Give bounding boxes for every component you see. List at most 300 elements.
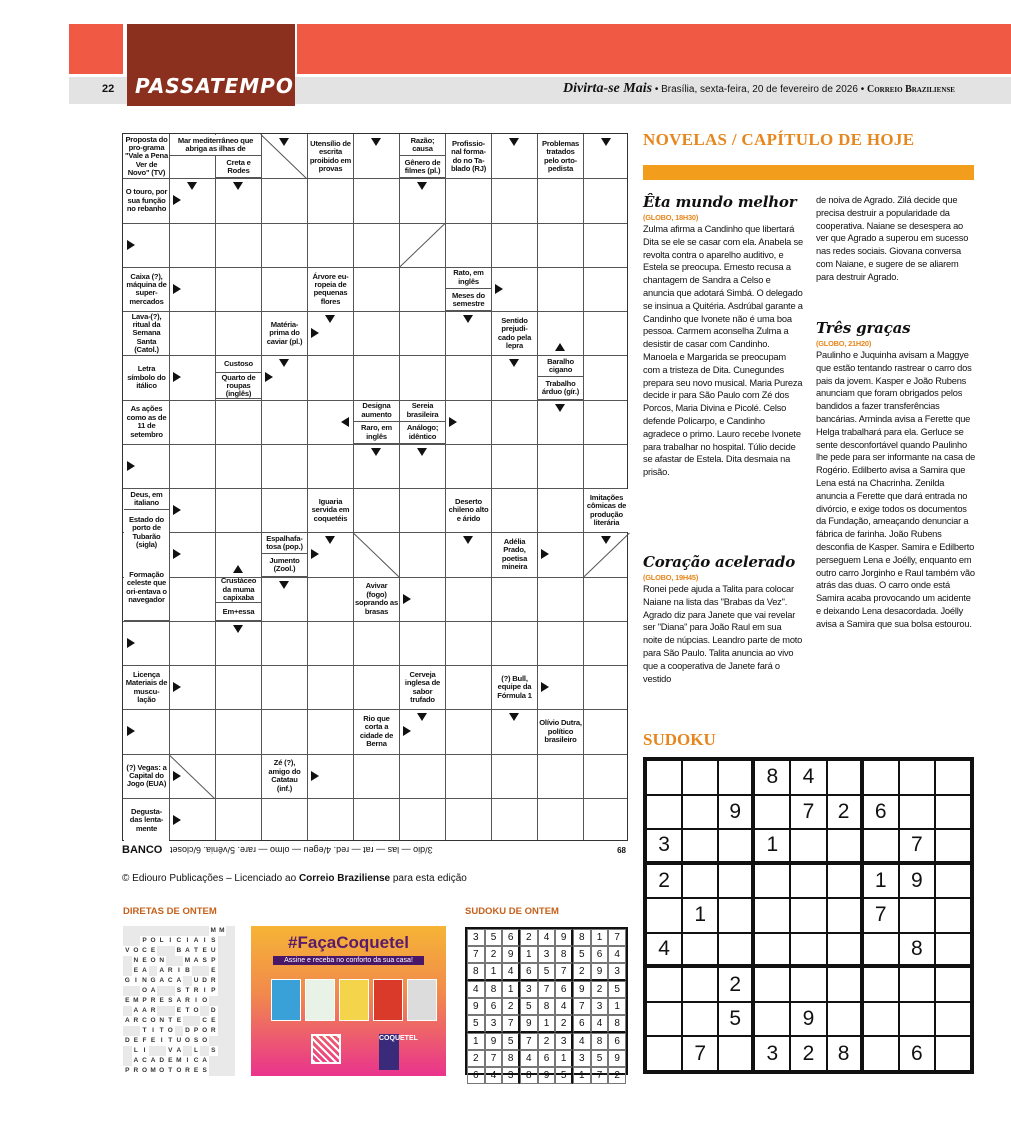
sudoku-cell: 1 — [520, 946, 538, 963]
sudoku-cell[interactable] — [682, 795, 718, 830]
diretas-cell: I — [157, 1036, 166, 1046]
sudoku-cell[interactable]: 6 — [899, 1036, 935, 1071]
crossword-clue: Lava-(?), ritual da Semana Santa (Catol.) — [124, 312, 169, 355]
arrow-down-icon — [279, 138, 289, 146]
diretas-cell: R — [193, 987, 199, 994]
sudoku-cell: 6 — [467, 1067, 485, 1084]
diretas-cell: I — [183, 1056, 192, 1066]
sudoku-cell: 5 — [591, 1050, 609, 1067]
sudoku-cell[interactable] — [899, 1002, 935, 1037]
diagonal-divider — [352, 532, 399, 577]
diretas-cell — [226, 936, 235, 946]
arrow-right-icon — [173, 505, 181, 515]
diretas-cell — [132, 1026, 141, 1036]
sudoku-cell[interactable] — [754, 795, 790, 830]
sudoku-cell: 1 — [608, 998, 626, 1015]
banco-text: 3/dio — las — rat — red. 4/egeu — olmo — rare. 5/vênia. 6/closet — [170, 845, 433, 855]
sudoku-cell[interactable] — [682, 760, 718, 795]
crossword-clue: Formação celeste que ori-entava o navegador — [124, 555, 169, 620]
sudoku-cell[interactable] — [790, 933, 826, 968]
diretas-cell: E — [166, 1056, 175, 1066]
grid-line — [123, 267, 627, 268]
diretas-cell: L — [132, 1046, 141, 1056]
sudoku-cell: 8 — [520, 1067, 538, 1084]
sudoku-cell: 4 — [520, 1050, 538, 1067]
bullet-icon: • — [654, 84, 662, 95]
arrow-down-icon — [325, 315, 335, 323]
sudoku-cell[interactable]: 5 — [718, 1002, 754, 1037]
sudoku-cell[interactable] — [935, 1002, 971, 1037]
diretas-row — [123, 926, 235, 936]
sudoku-cell[interactable] — [935, 760, 971, 795]
diretas-cell — [123, 966, 132, 976]
novela-title: Três graças — [816, 319, 911, 337]
sudoku-cell[interactable] — [827, 967, 863, 1002]
diretas-cell — [175, 956, 184, 966]
diretas-cell: C — [193, 1057, 199, 1064]
diretas-cell — [218, 1026, 227, 1036]
arrow-right-icon — [173, 284, 181, 294]
arrow-right-icon — [173, 549, 181, 559]
sudoku-cell: 1 — [467, 1033, 485, 1050]
diretas-cell — [226, 926, 235, 936]
diretas-cell: A — [176, 997, 182, 1004]
sudoku-cell[interactable] — [682, 829, 718, 864]
grid-line — [399, 134, 400, 840]
diretas-cell — [226, 1006, 235, 1016]
sudoku-ontem-grid — [465, 927, 628, 1081]
sudoku-cell[interactable] — [646, 760, 682, 795]
sudoku-cell[interactable] — [754, 898, 790, 933]
sudoku-cell[interactable] — [863, 1002, 899, 1037]
diretas-cell: U — [176, 1037, 182, 1044]
diretas-cell: L — [192, 1046, 201, 1056]
arrow-right-icon — [173, 372, 181, 382]
sudoku-cell[interactable]: 7 — [899, 829, 935, 864]
sudoku-cell[interactable] — [899, 967, 935, 1002]
diretas-cell — [218, 996, 227, 1006]
crossword-clue: (?) Vegas: a Capital do Jogo (EUA) — [124, 755, 169, 798]
crossword-clue: Caixa (?), máquina de super-mercados — [124, 268, 169, 311]
sudoku-cell[interactable]: 2 — [827, 795, 863, 830]
diagonal-divider — [399, 223, 446, 268]
diretas-cell: C — [142, 1057, 147, 1064]
diretas-cell: M — [150, 1067, 156, 1074]
diretas-cell: S — [200, 956, 209, 966]
sudoku-cell: 6 — [502, 929, 520, 946]
sudoku-cell[interactable]: 9 — [790, 1002, 826, 1037]
diretas-cell: M — [184, 957, 191, 964]
diretas-cell: A — [176, 977, 182, 984]
arrow-down-icon — [279, 581, 289, 589]
sudoku-cell: 9 — [591, 963, 609, 981]
diretas-cell: E — [123, 996, 132, 1006]
diretas-cell: E — [132, 966, 141, 976]
sudoku-cell[interactable]: 1 — [863, 864, 899, 899]
diretas-cell — [140, 926, 149, 936]
diretas-cell: O — [141, 987, 148, 994]
diretas-cell: N — [159, 957, 165, 964]
diretas-cell: A — [159, 967, 165, 974]
diretas-cell: E — [175, 1016, 184, 1026]
sudoku-cell[interactable]: 7 — [682, 1036, 718, 1071]
sudoku-cell[interactable] — [646, 1036, 682, 1071]
sudoku-cell[interactable]: 3 — [754, 1036, 790, 1071]
sudoku-cell[interactable]: 4 — [790, 760, 826, 795]
arrow-right-icon — [541, 682, 549, 692]
section-title: PASSATEMPO — [135, 74, 294, 98]
grid-line — [123, 488, 627, 489]
sudoku-cell[interactable] — [754, 967, 790, 1002]
diretas-cell: I — [183, 936, 192, 946]
sudoku-cell: 6 — [573, 1015, 591, 1033]
sudoku-cell[interactable] — [754, 1002, 790, 1037]
sudoku-cell: 5 — [502, 1033, 520, 1050]
diretas-cell — [183, 1046, 192, 1056]
diretas-cell — [183, 1016, 192, 1026]
sudoku-cell: 1 — [555, 1050, 573, 1067]
grid-line — [491, 134, 492, 840]
sudoku-cell: 4 — [591, 1015, 609, 1033]
sudoku-cell[interactable] — [827, 864, 863, 899]
arrow-right-icon — [495, 284, 503, 294]
diretas-cell — [226, 1016, 235, 1026]
diretas-cell: S — [200, 1066, 209, 1076]
diretas-cell — [209, 1056, 218, 1066]
diretas-cell — [166, 986, 175, 996]
diretas-cell: O — [167, 1027, 173, 1034]
sudoku-cell[interactable] — [899, 795, 935, 830]
sudoku-cell[interactable] — [935, 864, 971, 899]
sudoku-cell[interactable] — [827, 829, 863, 864]
sudoku-cell[interactable]: 2 — [790, 1036, 826, 1071]
sudoku-cell[interactable] — [935, 933, 971, 968]
diretas-cell: M — [133, 997, 139, 1004]
sudoku-cell: 1 — [573, 1067, 591, 1084]
sudoku-cell[interactable] — [718, 1036, 754, 1071]
crossword-clue: Cerveja inglesa de sabor trufado — [400, 666, 445, 709]
diretas-cell: O — [193, 1007, 199, 1014]
sudoku-cell[interactable]: 6 — [863, 795, 899, 830]
diretas-cell: A — [142, 967, 147, 974]
sudoku-cell[interactable] — [646, 967, 682, 1002]
novela-channel: (GLOBO, 19H45) — [643, 573, 699, 582]
sudoku-cell[interactable] — [754, 864, 790, 899]
header-accent-right — [297, 24, 1011, 74]
arrow-down-icon — [509, 359, 519, 367]
sudoku-cell: 3 — [467, 929, 485, 946]
arrow-right-icon — [311, 328, 319, 338]
sudoku-cell[interactable]: 7 — [790, 795, 826, 830]
sudoku-cell[interactable]: 1 — [754, 829, 790, 864]
sudoku-cell[interactable] — [646, 795, 682, 830]
diretas-row — [123, 1006, 235, 1016]
crossword-clue: Deserto chileno alto e árido — [446, 489, 491, 532]
sudoku-cell: 5 — [467, 1015, 485, 1033]
diretas-cell: O — [184, 1037, 190, 1044]
sudoku-grid[interactable] — [643, 757, 974, 1074]
diretas-cell — [209, 996, 218, 1006]
sudoku-cell[interactable] — [790, 898, 826, 933]
sudoku-cell: 3 — [608, 963, 626, 981]
crossword-grid[interactable] — [122, 133, 628, 841]
sudoku-cell[interactable]: 2 — [718, 967, 754, 1002]
crossword-clue: Meses do semestre — [446, 290, 491, 311]
sudoku-cell[interactable] — [863, 829, 899, 864]
puzzle-number: 68 — [617, 846, 626, 855]
arrow-down-icon — [463, 536, 473, 544]
diretas-cell — [218, 1036, 227, 1046]
crossword-clue: (?) Bull, equipe da Fórmula 1 — [492, 666, 537, 709]
sudoku-cell[interactable] — [718, 898, 754, 933]
crossword-clue: Espalhafa-tosa (pop.) — [262, 533, 307, 554]
sudoku-cell[interactable] — [863, 967, 899, 1002]
sudoku-cell[interactable] — [827, 760, 863, 795]
bullet-icon: • — [860, 84, 867, 95]
crossword-clue: Mar mediterrâneo que abriga as ilhas de — [170, 135, 261, 156]
sudoku-cell[interactable] — [646, 1002, 682, 1037]
sudoku-cell: 3 — [520, 981, 538, 998]
sudoku-cell: 9 — [573, 981, 591, 998]
sudoku-cell[interactable]: 8 — [899, 933, 935, 968]
diretas-cell: A — [150, 1057, 156, 1064]
arrow-right-icon — [127, 240, 135, 250]
sudoku-cell[interactable] — [935, 898, 971, 933]
magazine-cover — [407, 979, 437, 1021]
sudoku-cell[interactable] — [790, 829, 826, 864]
grid-line — [123, 754, 627, 755]
diretas-cell: T — [192, 946, 201, 956]
grid-line — [261, 134, 262, 840]
diretas-cell — [123, 1046, 132, 1056]
crossword-clue: Árvore eu-ropeia de pequenas flores — [308, 268, 353, 311]
sudoku-cell[interactable] — [790, 967, 826, 1002]
sudoku-cell[interactable] — [718, 760, 754, 795]
sudoku-cell[interactable] — [935, 795, 971, 830]
sudoku-cell: 9 — [502, 946, 520, 963]
sudoku-cell[interactable] — [754, 933, 790, 968]
arrow-right-icon — [173, 682, 181, 692]
sudoku-cell[interactable] — [682, 1002, 718, 1037]
crossword-clue: Problemas tratados pelo orto-pedista — [538, 135, 583, 178]
diretas-cell — [123, 926, 132, 936]
coquetel-logo: COQUETEL — [379, 1034, 399, 1070]
diretas-cell: C — [142, 1017, 147, 1024]
sudoku-cell[interactable] — [863, 760, 899, 795]
diretas-row — [123, 946, 235, 956]
diretas-cell: P — [209, 986, 218, 996]
sudoku-cell[interactable] — [899, 760, 935, 795]
sudoku-cell[interactable]: 7 — [863, 898, 899, 933]
diretas-cell: A — [193, 937, 199, 944]
diretas-cell: A — [124, 1017, 130, 1024]
arrow-down-icon — [417, 713, 427, 721]
diretas-cell — [192, 966, 201, 976]
diretas-cell: E — [175, 1006, 184, 1016]
sudoku-cell: 9 — [485, 1033, 503, 1050]
diretas-cell — [226, 1046, 235, 1056]
sudoku-cell[interactable] — [863, 933, 899, 968]
arrow-right-icon — [173, 771, 181, 781]
header-accent-left — [69, 24, 123, 74]
diretas-cell: D — [202, 977, 207, 984]
diretas-cell: I — [132, 976, 141, 986]
crossword-clue: Rato, em inglês — [446, 268, 491, 289]
sudoku-cell: 1 — [538, 1015, 556, 1033]
diretas-cell — [192, 926, 201, 936]
arrow-down-icon — [555, 404, 565, 412]
crossword-clue: Zé (?), amigo do Catatau (inf.) — [262, 755, 307, 798]
diretas-cell: C — [167, 977, 173, 984]
diretas-cell — [218, 946, 227, 956]
diretas-cell: A — [133, 1057, 139, 1064]
arrow-down-icon — [601, 536, 611, 544]
sudoku-cell: 5 — [520, 998, 538, 1015]
sudoku-cell[interactable] — [827, 1002, 863, 1037]
diretas-cell: I — [200, 936, 209, 946]
sudoku-cell[interactable] — [646, 898, 682, 933]
diretas-cell: T — [166, 1036, 175, 1046]
sudoku-cell[interactable] — [935, 1036, 971, 1071]
diretas-cell: F — [140, 1036, 149, 1046]
banco-label: BANCO — [122, 844, 163, 856]
diretas-row — [123, 976, 235, 986]
sudoku-cell[interactable] — [682, 967, 718, 1002]
diretas-cell — [166, 1006, 175, 1016]
arrow-down-icon — [509, 138, 519, 146]
diretas-cell — [183, 926, 192, 936]
grid-line — [123, 444, 627, 445]
sudoku-cell: 2 — [520, 929, 538, 946]
sudoku-cell[interactable]: 3 — [646, 829, 682, 864]
novela-channel: (GLOBO, 18H30) — [643, 213, 699, 222]
sudoku-cell[interactable] — [718, 864, 754, 899]
diretas-cell — [218, 1016, 227, 1026]
diretas-cell — [218, 956, 227, 966]
diretas-cell: C — [202, 1017, 207, 1024]
diretas-cell: U — [193, 977, 199, 984]
sudoku-cell[interactable]: 8 — [754, 760, 790, 795]
diretas-cell: V — [166, 1046, 175, 1056]
sudoku-cell: 4 — [555, 998, 573, 1015]
sudoku-cell[interactable] — [935, 829, 971, 864]
sudoku-cell[interactable] — [863, 1036, 899, 1071]
diretas-cell: S — [192, 1036, 201, 1046]
novela-title: Coração acelerado — [643, 553, 795, 571]
diretas-cell: O — [150, 1017, 156, 1024]
crossword-clue: Matéria-prima do caviar (pl.) — [262, 312, 307, 355]
diretas-cell: S — [209, 936, 218, 946]
sudoku-cell[interactable]: 1 — [682, 898, 718, 933]
crossword-clue: Crustáceo da muma capixaba — [216, 578, 261, 604]
sudoku-cell[interactable] — [827, 933, 863, 968]
arrow-down-icon — [417, 448, 427, 456]
crossword-clue: Adélia Prado, poetisa mineira — [492, 533, 537, 576]
sudoku-cell[interactable]: 2 — [646, 864, 682, 899]
diretas-cell — [132, 936, 141, 946]
sudoku-cell: 6 — [591, 946, 609, 963]
diretas-cell: M — [219, 927, 225, 934]
sudoku-cell: 6 — [555, 981, 573, 998]
sudoku-cell: 4 — [573, 1033, 591, 1050]
sudoku-cell[interactable] — [682, 933, 718, 968]
diretas-cell — [226, 996, 235, 1006]
sudoku-cell[interactable] — [935, 967, 971, 1002]
diretas-cell: O — [176, 1067, 182, 1074]
crossword-clue: Razão; causa — [400, 135, 445, 156]
diretas-row — [123, 936, 235, 946]
diretas-cell — [166, 946, 175, 956]
sudoku-cell: 6 — [520, 963, 538, 981]
sudoku-cell: 6 — [608, 1033, 626, 1050]
sudoku-cell[interactable] — [718, 933, 754, 968]
diretas-cell: A — [193, 957, 199, 964]
diretas-cell — [192, 1016, 201, 1026]
crossword-clue: Estado do porto de Tubarão (sigla) — [124, 511, 169, 554]
diretas-cell — [209, 1036, 218, 1046]
sudoku-cell: 7 — [502, 1015, 520, 1033]
diretas-cell: A — [150, 987, 156, 994]
diretas-cell: D — [159, 1057, 165, 1064]
diretas-cell: E — [192, 1066, 201, 1076]
sudoku-cell[interactable]: 9 — [899, 864, 935, 899]
diretas-cell: A — [142, 1007, 147, 1014]
sudoku-cell: 3 — [555, 1033, 573, 1050]
sudoku-cell[interactable] — [899, 898, 935, 933]
diretas-cell — [157, 1046, 166, 1056]
sudoku-cell[interactable] — [718, 829, 754, 864]
diretas-cell: T — [157, 1026, 166, 1036]
sudoku-cell[interactable] — [682, 864, 718, 899]
diretas-cell: S — [209, 1046, 218, 1056]
diretas-cell: C — [176, 937, 182, 944]
sudoku-cell[interactable]: 9 — [718, 795, 754, 830]
sudoku-cell: 4 — [485, 1067, 503, 1084]
diretas-cell: O — [202, 1037, 208, 1044]
sudoku-cell: 8 — [467, 963, 485, 981]
diretas-cell: N — [159, 1017, 165, 1024]
diretas-cell — [149, 926, 158, 936]
arrow-down-icon — [371, 448, 381, 456]
sudoku-cell: 8 — [573, 929, 591, 946]
arrow-right-icon — [311, 549, 319, 559]
sudoku-cell: 4 — [502, 963, 520, 981]
diretas-cell: O — [202, 1027, 208, 1034]
sudoku-cell[interactable] — [790, 864, 826, 899]
diretas-row — [123, 1036, 235, 1046]
diretas-row — [123, 1066, 235, 1076]
diretas-cell: G — [124, 977, 130, 984]
sudoku-cell: 4 — [538, 929, 556, 946]
diretas-cell: U — [210, 947, 216, 954]
crossword-clue: Profissio-nal forma-do no Ta-blado (RJ) — [446, 135, 491, 178]
arrow-right-icon — [265, 372, 273, 382]
crossword-clue: Creta e Rodes — [216, 157, 261, 178]
diretas-cell — [226, 1026, 235, 1036]
sudoku-cell: 1 — [502, 981, 520, 998]
coquetel-ad[interactable] — [251, 926, 446, 1076]
novela-summary: Zulma afirma a Candinho que libertará Dita se ele se casar com ela. Anabela se revolta contra o aparelho auditivo, e Estela se preocupa. Ernesto recusa a chantagem de Sandra a Celso e anuncia que adotará Simbá. O delegado se insinua a Quitéria. Asdrúbal garante a Candinho que Ivonete não é uma boa pessoa. Carmem aconselha Zulma a desistir de casar com Candinho. Manoela e Margarida se preocupam com a tristeza de Dita. Cunegundes prepara seu novo musical. Maria Pureza decide ir para São Paulo com Zé dos Porcos, Maria Divina e Picolé. Celso defende Policarpo, e Candinho agradece o primo. Lauro recebe Ivonete para trabalhar no hospital. Túlio decide se afastar de Estela. Dita desmaia na prisão. — [643, 224, 803, 478]
sudoku-cell[interactable]: 4 — [646, 933, 682, 968]
sudoku-cell: 8 — [555, 946, 573, 963]
diretas-cell — [218, 1046, 227, 1056]
sudoku-cell: 4 — [608, 946, 626, 963]
sudoku-cell: 3 — [573, 1050, 591, 1067]
sudoku-cell[interactable] — [827, 898, 863, 933]
diretas-cell: O — [150, 937, 156, 944]
sudoku-cell[interactable]: 8 — [827, 1036, 863, 1071]
sudoku-cell: 3 — [502, 1067, 520, 1084]
